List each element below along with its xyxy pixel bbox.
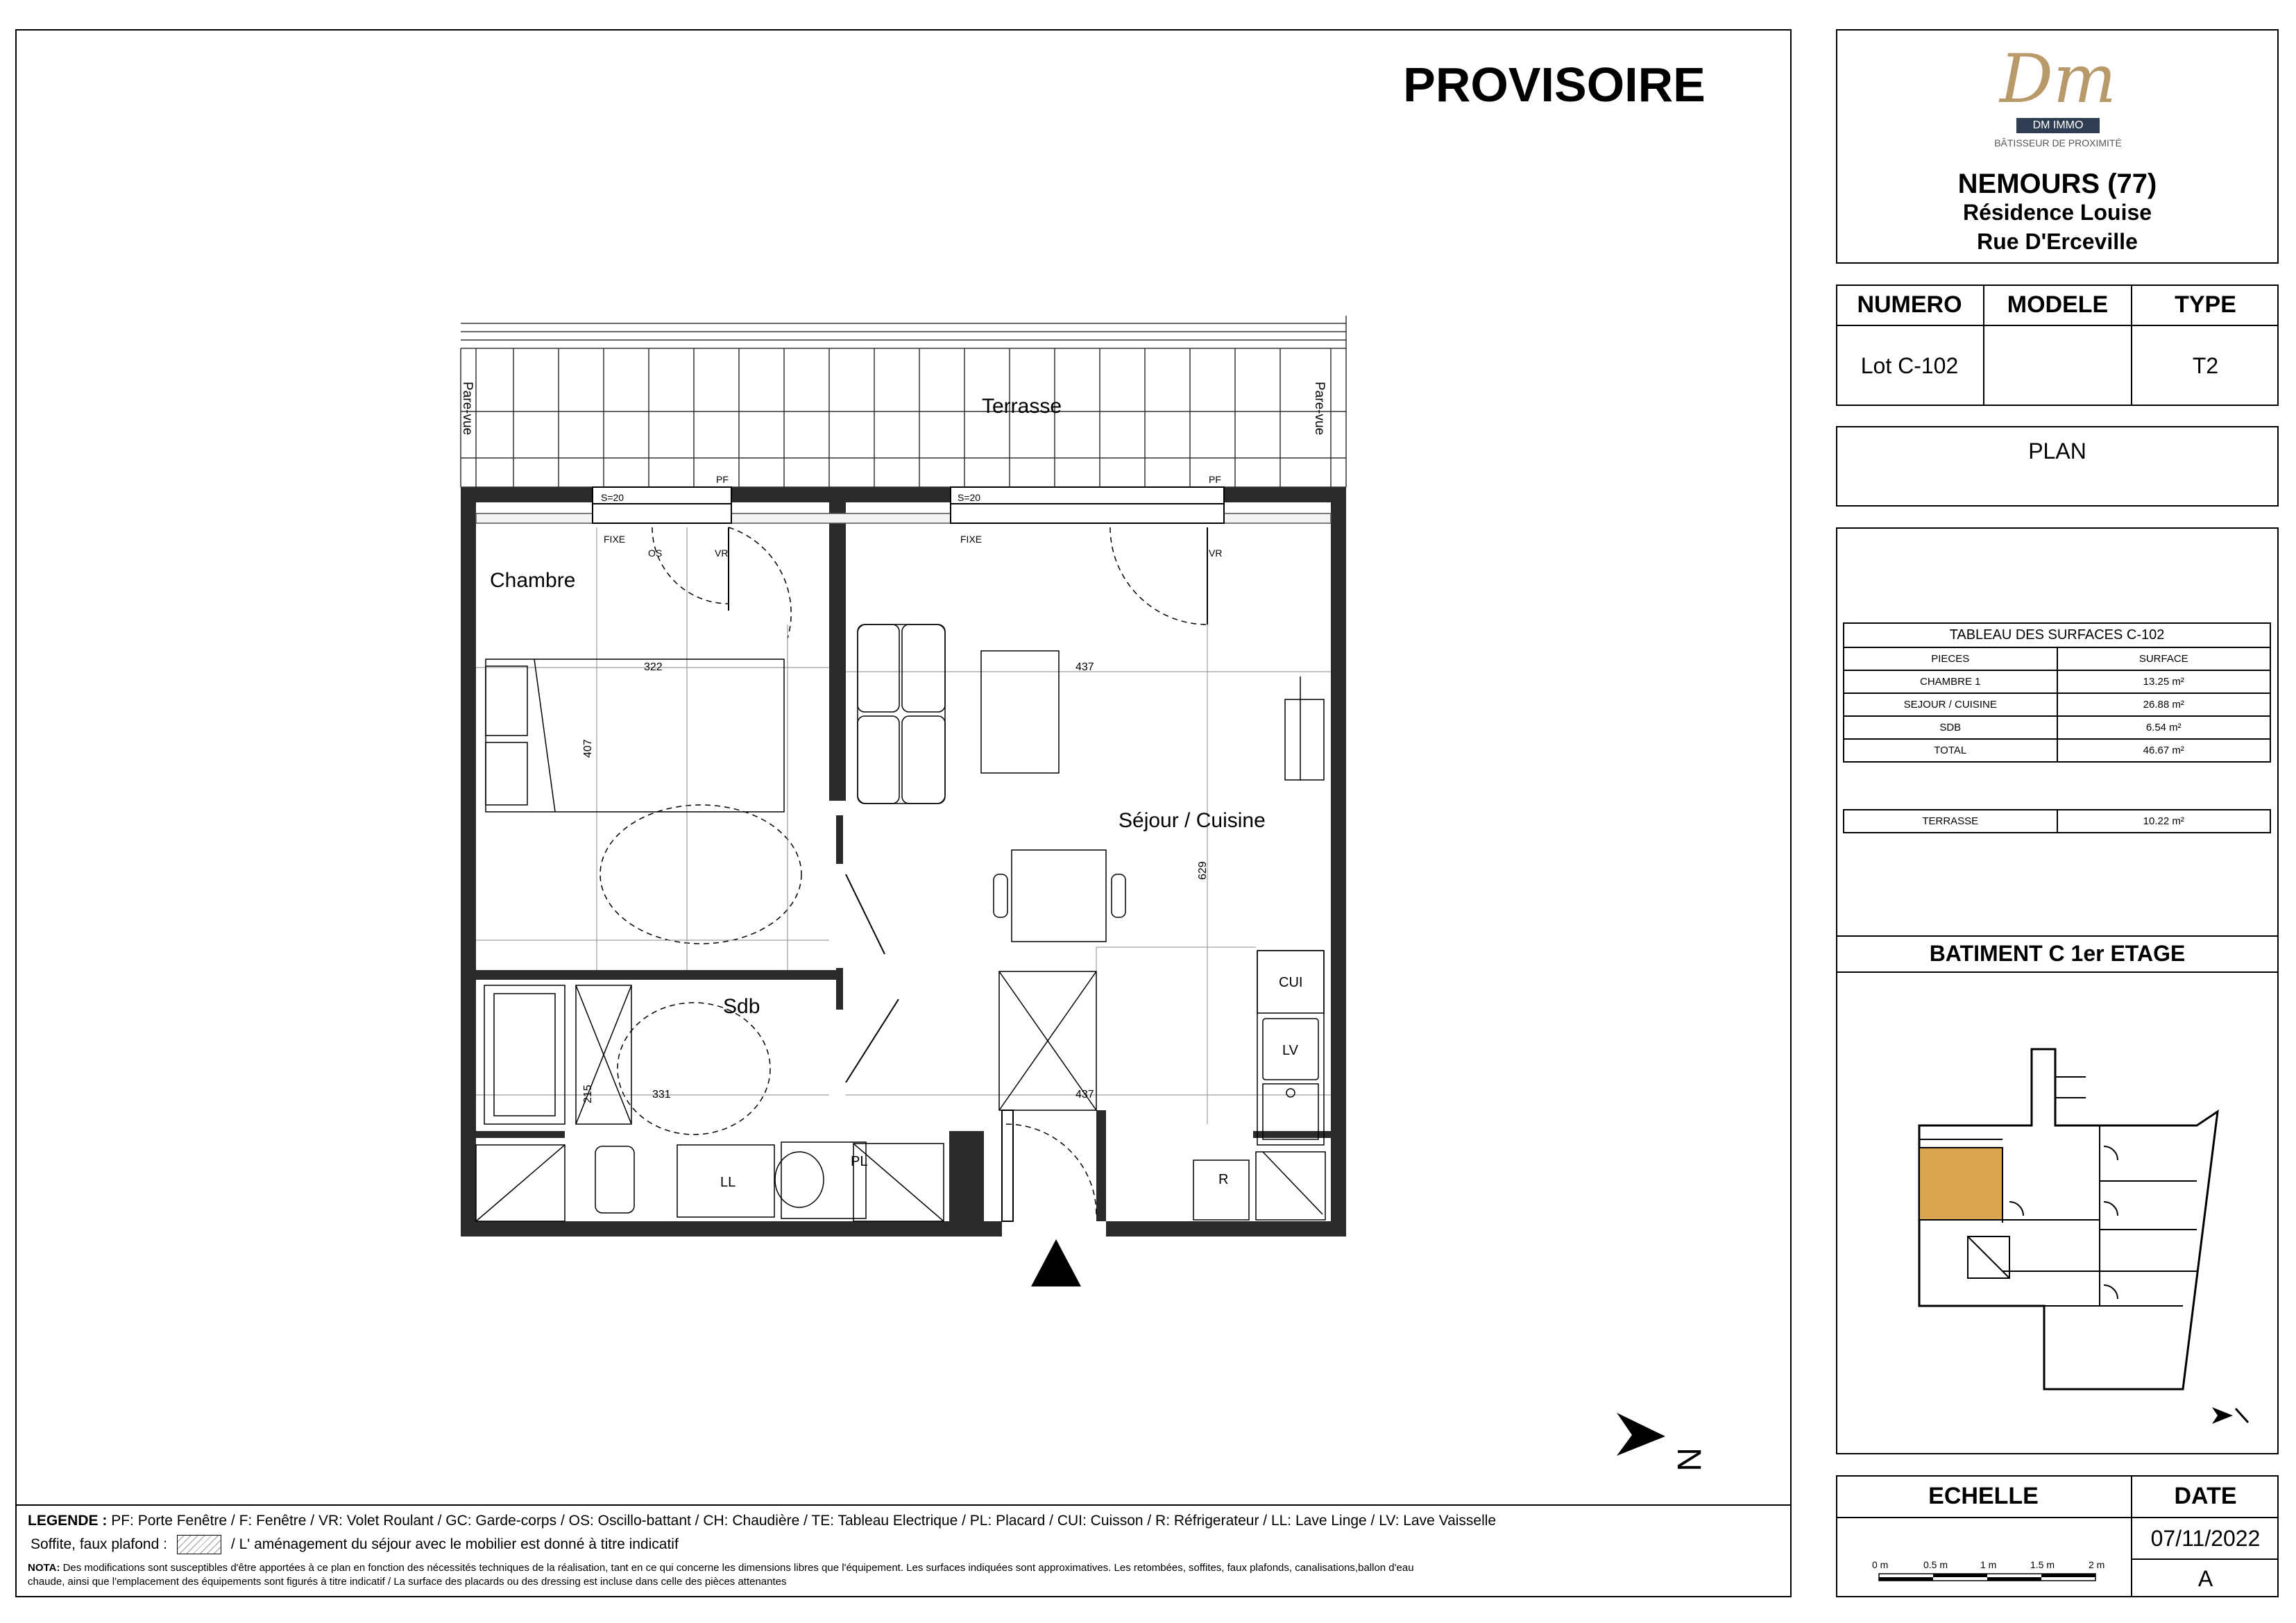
table-row: [1844, 810, 2270, 833]
surface-chambre: 13.25 m²: [2057, 670, 2271, 693]
date-label: DATE: [2174, 1482, 2237, 1509]
col-pieces: PIECES: [1844, 647, 2057, 670]
tv-unit: [1285, 677, 1324, 781]
surface-total: 46.67 m²: [2057, 739, 2271, 762]
piece-sejour: SEJOUR / CUISINE: [1844, 693, 2057, 716]
surface-sejour: 26.88 m²: [2057, 693, 2271, 716]
soffite-swatch: [177, 1535, 221, 1554]
pf-right: PF: [1209, 474, 1221, 485]
sdb-label: Sdb: [723, 995, 760, 1018]
equipment-labels: [720, 975, 1302, 1190]
batiment-top-line: [1836, 935, 2279, 937]
col-surface: SURFACE: [2057, 647, 2271, 670]
terrasse-table: [1843, 809, 2271, 833]
terrace-label: Terrasse: [982, 395, 1062, 418]
cui-label: CUI: [1279, 975, 1303, 990]
legend-text: PF: Porte Fenêtre / F: Fenêtre / VR: Volet Roulant / GC: Garde-corps / OS: Oscillo-battant / CH: Chaudière / TE: Tableau Electrique / PL: Placard / CUI: Cuisson / R: Réfrigerateur / LL: Lave Linge / LV: Lave Vaisselle: [111, 1513, 1497, 1529]
piece-total: TOTAL: [1844, 739, 2057, 762]
dim-629: 629: [1197, 861, 1209, 880]
surface-sdb: 6.54 m²: [2057, 716, 2271, 739]
table-row: [1844, 693, 2270, 716]
dimension-labels: [582, 661, 1209, 1103]
scale-tick-15: 1.5 m: [2030, 1559, 2055, 1570]
highlighted-lot: [1919, 1148, 2002, 1220]
project-residence: Résidence Louise: [1962, 200, 2152, 225]
legend-title: LEGENDE :: [28, 1513, 108, 1529]
date-index: A: [2197, 1565, 2213, 1591]
sofa: [858, 624, 945, 804]
scale-bar: [1836, 1517, 2131, 1597]
project-city: NEMOURS (77): [1957, 169, 2157, 199]
kitchen: [999, 951, 1325, 1220]
bathroom-fixtures: [476, 985, 944, 1221]
key-plan: [1836, 973, 2279, 1452]
vr-right: VR: [1209, 547, 1223, 559]
legend-amenagement: / L' aménagement du séjour avec le mobilier est donné à titre indicatif: [230, 1536, 679, 1552]
scale-tick-05: 0.5 m: [1923, 1559, 1948, 1570]
project-street: Rue D'Erceville: [1977, 229, 2138, 254]
note-line2: chaude, ainsi que l'emplacement des équipements sont figurés à titre indicatif / La surface des placards ou des dressing est incluse dans celle des pièces attenantes: [28, 1576, 787, 1588]
header-type: TYPE: [2175, 291, 2236, 318]
date-value: 07/11/2022: [2150, 1525, 2261, 1551]
chambre-label: Chambre: [490, 569, 576, 592]
sejour-label: Séjour / Cuisine: [1119, 809, 1266, 832]
logo-brand: DM IMMO: [2016, 118, 2100, 133]
dim-437-bottom: 437: [1075, 1089, 1094, 1101]
pf-left: PF: [716, 474, 729, 485]
note-title: NOTA:: [28, 1562, 60, 1574]
terrace-tiles: [461, 316, 1346, 487]
batiment-label: BATIMENT C 1er ETAGE: [1929, 941, 2186, 966]
table-row: [1844, 670, 2270, 693]
door-leaves: [729, 527, 1207, 1221]
fixe-left: FIXE: [604, 534, 626, 545]
fixe-right: FIXE: [960, 534, 983, 545]
lv-label: LV: [1282, 1043, 1298, 1058]
value-modele: [1984, 326, 2131, 406]
north-label: N: [1670, 1447, 1707, 1472]
legend-soffite: Soffite, faux plafond :: [31, 1536, 167, 1552]
provisoire-stamp: PROVISOIRE: [1403, 58, 1706, 112]
pare-vue-left: Pare-vue: [460, 382, 475, 436]
surface-terrasse: 10.22 m²: [2057, 810, 2271, 833]
value-numero: Lot C-102: [1860, 353, 1959, 378]
dim-331: 331: [652, 1089, 671, 1101]
s20-right: S=20: [958, 492, 981, 503]
surfaces-title: TABLEAU DES SURFACES C-102: [1844, 623, 2270, 647]
scale-tick-0: 0 m: [1872, 1559, 1889, 1570]
legend-line1: [28, 1513, 1496, 1529]
r-label: R: [1218, 1172, 1229, 1187]
entrance-arrow: [1031, 1239, 1081, 1286]
surfaces-table: [1843, 622, 2271, 763]
door-swings: [600, 527, 1207, 1214]
dim-437-top: 437: [1075, 661, 1094, 673]
table-row: [1844, 739, 2270, 762]
scale-tick-2: 2 m: [2089, 1559, 2105, 1570]
vr-left: VR: [715, 547, 729, 559]
company-logo: [1975, 40, 2141, 165]
dim-215: 215: [582, 1085, 594, 1103]
plan-label: PLAN: [2028, 439, 2086, 464]
piece-sdb: SDB: [1844, 716, 2057, 739]
header-modele: MODELE: [2007, 291, 2109, 318]
value-type: T2: [2192, 353, 2219, 378]
pare-vue-right: Pare-vue: [1312, 382, 1327, 436]
ll-label: LL: [720, 1175, 736, 1190]
legend-note: [28, 1561, 1414, 1589]
echelle-label: ECHELLE: [1928, 1482, 2039, 1509]
bed: [486, 659, 784, 812]
logo-mark: Dm: [2000, 40, 2116, 118]
scale-tick-1: 1 m: [1980, 1559, 1997, 1570]
note-line1: Des modifications sont susceptibles d'être apportées à ce plan en fonction des nécessités techniques de la réalisation, tant en ce qui concerne les dimensions libres que l'équipement. Les surfaces indiquées sont approximatives. Les retombées, soffites, faux plafonds, canalisations,ballon d'eau: [62, 1562, 1414, 1574]
dim-322: 322: [644, 661, 663, 673]
pl-label: PL: [851, 1154, 868, 1169]
os-label: OS: [648, 547, 663, 559]
dining-table: [994, 850, 1125, 942]
header-numero: NUMERO: [1857, 291, 1962, 318]
legend-line2: [31, 1535, 679, 1554]
piece-terrasse: TERRASSE: [1844, 810, 2057, 833]
dim-407: 407: [582, 739, 594, 758]
coffee-table: [981, 651, 1059, 773]
s20-left: S=20: [601, 492, 624, 503]
table-row: [1844, 716, 2270, 739]
piece-chambre: CHAMBRE 1: [1844, 670, 2057, 693]
logo-tagline: BÂTISSEUR DE PROXIMITÉ: [1994, 137, 2122, 148]
